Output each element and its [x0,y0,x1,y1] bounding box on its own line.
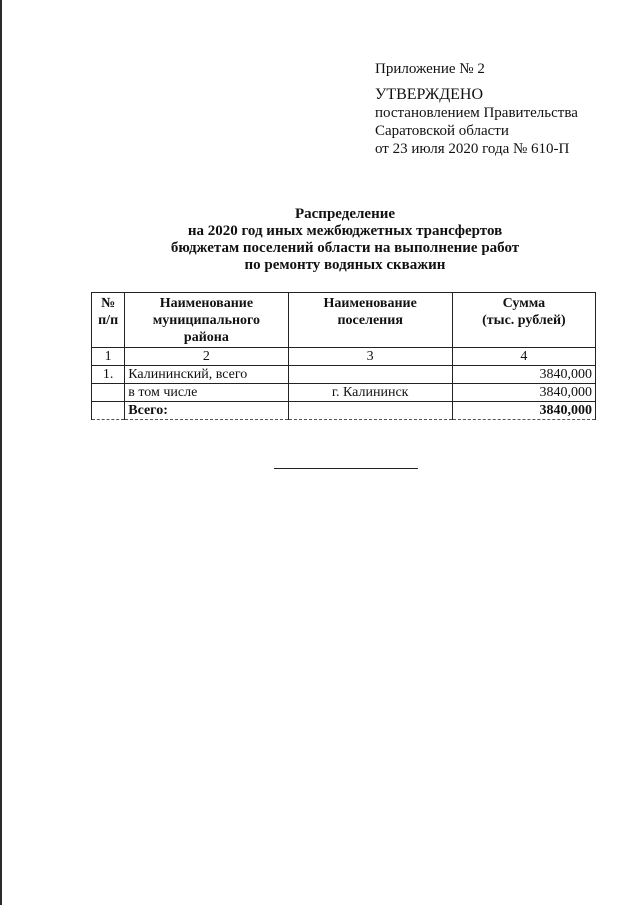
table-header-row [92,293,596,348]
title-line-2: на 2020 год иных межбюджетных трансфертов [187,223,503,239]
column-number-row [92,348,596,366]
header-number-line-2: п/п [98,313,119,328]
header-settlement-line-1: Наименование [323,296,417,311]
approval-line-2: Саратовской области [375,123,509,139]
total-settlement-cell [288,402,452,420]
row-sum: 3840,000 [452,366,595,384]
header-number-line-1: № [101,296,116,311]
total-row [92,402,596,420]
column-number-4: 4 [452,348,595,366]
title-line-3: бюджетам поселений области на выполнение работ [170,240,520,256]
annex-label: Приложение № 2 [375,61,485,77]
row-settlement [288,366,452,384]
header-district-line-2: муниципального [152,313,261,328]
header-settlement-line-2: поселения [337,313,403,328]
header-sum [452,293,595,348]
row-district: в том числе [125,384,288,402]
header-district-line-1: Наименование [159,296,254,311]
row-number: 1. [92,366,125,384]
document-title [100,206,590,274]
header-district [125,293,288,348]
title-line-4: по ремонту водяных скважин [244,257,446,273]
column-number-1: 1 [92,348,125,366]
row-sum: 3840,000 [452,384,595,402]
table-row [92,366,596,384]
header-sum-line-2: (тыс. рублей) [482,313,566,328]
approval-line-3: от 23 июля 2020 года № 610-П [375,141,570,157]
closing-separator-line [274,468,418,469]
table-row [92,384,596,402]
column-number-3: 3 [288,348,452,366]
approval-block [375,60,578,158]
approval-line-1: постановлением Правительства [375,105,578,121]
row-settlement: г. Калининск [288,384,452,402]
header-sum-line-1: Сумма [502,296,546,311]
title-line-1: Распределение [294,206,396,222]
distribution-table [91,292,596,420]
approved-label: УТВЕРЖДЕНО [375,86,484,103]
header-settlement [288,293,452,348]
row-district: Калининский, всего [125,366,288,384]
header-number [92,293,125,348]
page-left-edge [0,0,2,905]
total-sum: 3840,000 [452,402,595,420]
total-label: Всего: [125,402,288,420]
total-number-cell [92,402,125,420]
header-district-line-3: района [183,330,229,345]
column-number-2: 2 [125,348,288,366]
row-number [92,384,125,402]
